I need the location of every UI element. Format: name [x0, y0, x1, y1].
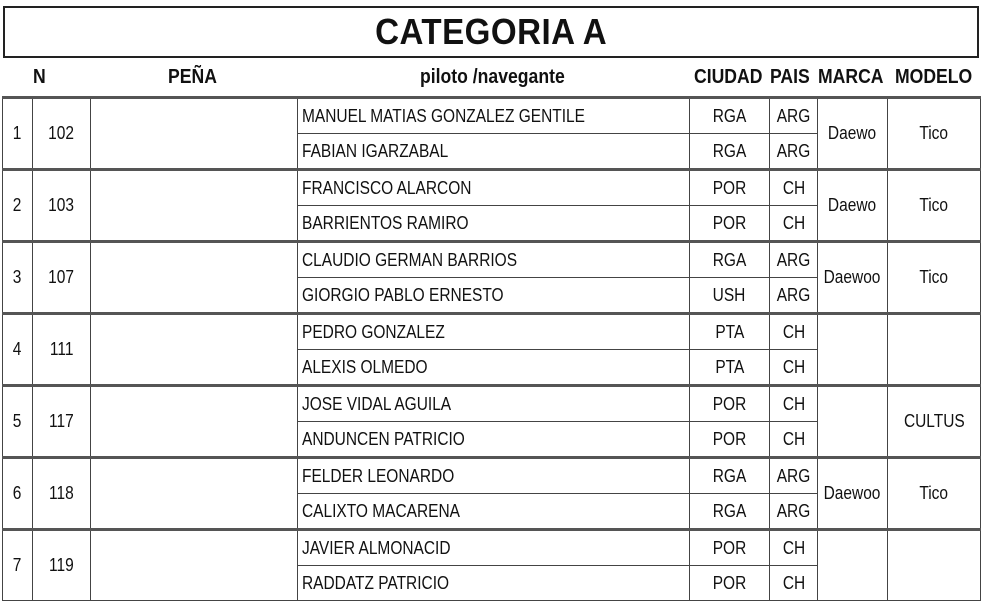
column-header-row: [0, 60, 985, 96]
crew-pais-text: ARG: [776, 284, 811, 305]
entry-modelo: [888, 242, 981, 314]
entry-marca: [818, 314, 888, 386]
entry-number: [33, 98, 91, 170]
header-ciudad: CIUDAD: [694, 66, 763, 88]
entry-modelo: [888, 314, 981, 386]
entry-number: [33, 314, 91, 386]
entry-pena: [91, 386, 298, 458]
crew-pais: [770, 566, 818, 601]
entry-modelo: [888, 458, 981, 530]
entry-number: [33, 458, 91, 530]
crew-ciudad: [690, 386, 770, 422]
entry-marca: [818, 98, 888, 170]
table-row: [3, 530, 981, 566]
entry-number: [33, 530, 91, 601]
crew-ciudad: [690, 170, 770, 206]
crew-name: [298, 494, 690, 530]
entry-marca-text: Daewo: [828, 195, 877, 215]
crew-ciudad-text: PTA: [715, 321, 744, 342]
crew-pais-text: ARG: [776, 249, 811, 270]
entry-index-text: 4: [13, 339, 22, 359]
entry-pena: [91, 242, 298, 314]
entry-number-text: 119: [49, 555, 74, 575]
entry-modelo: [888, 170, 981, 242]
entry-pena: [91, 458, 298, 530]
entry-marca: [818, 458, 888, 530]
crew-pais-text: CH: [782, 356, 805, 377]
crew-ciudad-text: POR: [712, 428, 747, 449]
entry-index: [3, 386, 33, 458]
entry-number-text: 103: [48, 195, 75, 215]
crew-name: [298, 386, 690, 422]
crew-ciudad-text: PTA: [715, 356, 744, 377]
crew-name: [298, 566, 690, 601]
crew-name: [298, 530, 690, 566]
crew-pais-text: CH: [782, 572, 805, 593]
crew-pais-text: CH: [782, 393, 805, 414]
entry-index-text: 2: [13, 195, 22, 215]
table-row: [3, 458, 981, 494]
crew-name-text: MANUEL MATIAS GONZALEZ GENTILE: [302, 105, 585, 126]
crew-ciudad: [690, 278, 770, 314]
crew-ciudad-text: POR: [712, 537, 747, 558]
entry-index-text: 5: [13, 411, 22, 431]
entries-table: [2, 96, 981, 601]
crew-ciudad-text: POR: [712, 393, 747, 414]
entry-index: [3, 458, 33, 530]
entry-modelo-text: Tico: [919, 123, 949, 143]
entry-marca-text: Daewoo: [824, 267, 881, 287]
entry-modelo: [888, 530, 981, 601]
title-box: [3, 6, 979, 58]
crew-name-text: FELDER LEONARDO: [302, 465, 455, 486]
crew-pais-text: ARG: [776, 500, 811, 521]
crew-name: [298, 458, 690, 494]
crew-pais-text: ARG: [776, 465, 811, 486]
entry-number-text: 107: [48, 267, 75, 287]
crew-pais-text: CH: [782, 428, 805, 449]
entry-number: [33, 242, 91, 314]
crew-name-text: FABIAN IGARZABAL: [302, 140, 449, 161]
header-pais: PAIS: [770, 66, 810, 88]
crew-pais-text: CH: [782, 537, 805, 558]
crew-pais: [770, 242, 818, 278]
crew-name-text: GIORGIO PABLO ERNESTO: [302, 284, 504, 305]
crew-ciudad-text: RGA: [712, 465, 747, 486]
crew-ciudad-text: USH: [713, 284, 746, 305]
crew-name: [298, 350, 690, 386]
entry-number: [33, 386, 91, 458]
entry-index-text: 3: [13, 267, 22, 287]
entry-pena: [91, 530, 298, 601]
crew-name-text: JOSE VIDAL AGUILA: [302, 393, 452, 414]
header-pena: PEÑA: [168, 66, 217, 88]
entry-index: [3, 314, 33, 386]
crew-pais: [770, 98, 818, 134]
entry-number: [33, 170, 91, 242]
crew-name: [298, 278, 690, 314]
crew-name-text: JAVIER ALMONACID: [302, 537, 451, 558]
entry-modelo-text: Tico: [919, 267, 949, 287]
crew-name-text: BARRIENTOS RAMIRO: [302, 212, 469, 233]
crew-name-text: CALIXTO MACARENA: [302, 500, 460, 521]
table-row: [3, 98, 981, 134]
crew-name: [298, 314, 690, 350]
crew-pais: [770, 386, 818, 422]
crew-pais: [770, 170, 818, 206]
crew-name-text: PEDRO GONZALEZ: [302, 321, 445, 342]
crew-name: [298, 242, 690, 278]
entry-number-text: 117: [49, 411, 74, 431]
crew-name: [298, 206, 690, 242]
crew-ciudad: [690, 314, 770, 350]
crew-pais: [770, 422, 818, 458]
crew-ciudad-text: POR: [712, 572, 747, 593]
entry-marca: [818, 170, 888, 242]
entry-pena: [91, 170, 298, 242]
crew-ciudad-text: POR: [712, 212, 747, 233]
crew-pais-text: ARG: [776, 140, 811, 161]
entries-body: [3, 98, 981, 601]
crew-pais: [770, 314, 818, 350]
crew-ciudad: [690, 350, 770, 386]
header-modelo: MODELO: [895, 66, 973, 88]
crew-ciudad-text: RGA: [712, 249, 747, 270]
crew-ciudad: [690, 530, 770, 566]
page-title: CATEGORIA A: [375, 11, 607, 52]
table-row: [3, 242, 981, 278]
crew-pais: [770, 206, 818, 242]
crew-ciudad: [690, 242, 770, 278]
crew-ciudad: [690, 494, 770, 530]
entry-pena: [91, 98, 298, 170]
header-piloto: piloto /navegante: [420, 66, 565, 88]
entry-index-text: 7: [13, 555, 22, 575]
entry-marca-text: Daewoo: [824, 483, 881, 503]
entry-index: [3, 242, 33, 314]
crew-name-text: RADDATZ PATRICIO: [302, 572, 450, 593]
crew-name-text: ANDUNCEN PATRICIO: [302, 428, 465, 449]
table-row: [3, 314, 981, 350]
crew-name-text: CLAUDIO GERMAN BARRIOS: [302, 249, 518, 270]
table-row: [3, 170, 981, 206]
crew-pais: [770, 494, 818, 530]
crew-ciudad-text: RGA: [712, 500, 747, 521]
crew-ciudad: [690, 206, 770, 242]
entry-index: [3, 530, 33, 601]
crew-name: [298, 170, 690, 206]
table-row: [3, 386, 981, 422]
crew-name: [298, 98, 690, 134]
crew-pais-text: CH: [782, 321, 805, 342]
crew-pais: [770, 134, 818, 170]
crew-pais: [770, 278, 818, 314]
entry-marca-text: Daewo: [828, 123, 877, 143]
entry-index: [3, 170, 33, 242]
entry-index-text: 1: [13, 123, 22, 143]
entry-marca: [818, 242, 888, 314]
entry-modelo: [888, 98, 981, 170]
entry-number-text: 118: [49, 483, 74, 503]
crew-name: [298, 134, 690, 170]
entry-modelo-text: Tico: [919, 195, 949, 215]
crew-pais-text: CH: [782, 212, 805, 233]
crew-ciudad: [690, 422, 770, 458]
crew-pais-text: CH: [782, 177, 805, 198]
crew-pais: [770, 530, 818, 566]
entry-pena: [91, 314, 298, 386]
crew-name-text: ALEXIS OLMEDO: [302, 356, 428, 377]
crew-ciudad-text: RGA: [712, 105, 747, 126]
entry-modelo-text: CULTUS: [903, 411, 965, 431]
header-marca: MARCA: [818, 66, 884, 88]
entry-index: [3, 98, 33, 170]
crew-pais-text: ARG: [776, 105, 811, 126]
crew-ciudad-text: RGA: [712, 140, 747, 161]
crew-ciudad: [690, 458, 770, 494]
entry-number-text: 102: [48, 123, 75, 143]
crew-pais: [770, 350, 818, 386]
entry-modelo-text: Tico: [919, 483, 949, 503]
crew-ciudad: [690, 98, 770, 134]
entry-modelo: [888, 386, 981, 458]
crew-ciudad: [690, 566, 770, 601]
entry-marca: [818, 386, 888, 458]
entry-marca: [818, 530, 888, 601]
crew-ciudad: [690, 134, 770, 170]
entry-number-text: 111: [49, 339, 74, 359]
entry-index-text: 6: [13, 483, 22, 503]
crew-name: [298, 422, 690, 458]
crew-ciudad-text: POR: [712, 177, 747, 198]
header-n: N: [33, 66, 46, 88]
crew-name-text: FRANCISCO ALARCON: [302, 177, 472, 198]
crew-pais: [770, 458, 818, 494]
